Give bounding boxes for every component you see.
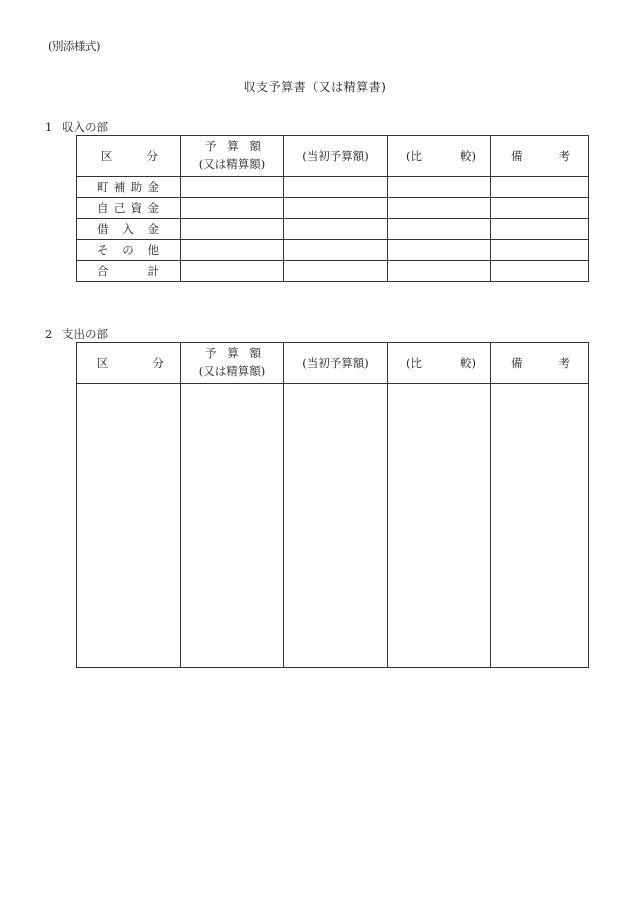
income-row-own-funds: 自 己 資 金 [77, 198, 589, 219]
form-note: (別添様式) [48, 39, 100, 53]
expense-body-row [77, 384, 589, 668]
header-tousho: (当初予算額) [284, 136, 388, 177]
income-row-loan: 借 入 金 [77, 219, 589, 240]
income-header-row [77, 136, 589, 177]
header-yosan: 予 算 額 (又は精算額) [181, 343, 284, 384]
expense-section-number: 2 [45, 327, 53, 341]
income-table [76, 135, 589, 282]
header-tousho: (当初予算額) [284, 343, 388, 384]
expense-header-row [77, 343, 589, 384]
header-kubun: 区 分 [77, 343, 181, 384]
header-biko: 備 考 [491, 343, 589, 384]
header-biko: 備 考 [491, 136, 589, 177]
income-section-number: 1 [45, 120, 53, 134]
header-hikaku: (比 較) [388, 136, 491, 177]
expense-table [76, 342, 589, 668]
income-row-total: 合 計 [77, 261, 589, 282]
header-yosan: 予 算 額 (又は精算額) [181, 136, 284, 177]
expense-section-title: 支出の部 [62, 327, 108, 341]
header-kubun: 区 分 [77, 136, 181, 177]
income-row-other: そ の 他 [77, 240, 589, 261]
document-title: 収支予算書（又は精算書) [243, 80, 387, 94]
income-section-heading [45, 119, 108, 135]
expense-section-heading [45, 326, 108, 342]
income-row-town-subsidy: 町 補 助 金 [77, 177, 589, 198]
header-hikaku: (比 較) [388, 343, 491, 384]
income-section-title: 収入の部 [62, 120, 108, 134]
